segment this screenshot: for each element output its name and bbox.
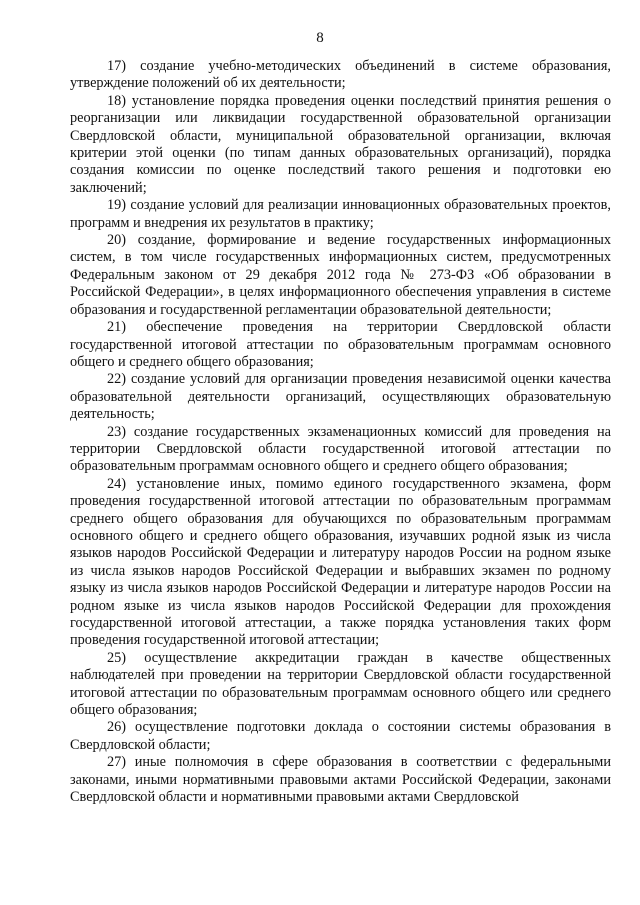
paragraph-item-26: 26) осуществление подготовки доклада о состоянии системы образования в Свердловской области; [70,719,611,753]
paragraph-item-19: 19) создание условий для реализации инновационных образовательных проектов, программ и внедрения их результатов в практику; [70,197,611,231]
paragraph-item-27: 27) иные полномочия в сфере образования в соответствии с федеральными законами, иными нормативными правовыми актами Российской Федерации, законами Свердловской области и нормативными правовыми актами Свердловской [70,754,611,806]
paragraph-item-17: 17) создание учебно-методических объединений в системе образования, утверждение положений об их деятельности; [70,58,611,92]
paragraph-item-21: 21) обеспечение проведения на территории Свердловской области государственной итоговой аттестации по образовательным программам основного общего и среднего общего образования; [70,319,611,370]
paragraph-item-24: 24) установление иных, помимо единого государственного экзамена, форм проведения государственной итоговой аттестации по образовательным программам среднего общего образования для обучающихся по образовательным программам основного общего и среднего общего образования, изучавших родной язык из числа языков народов Российской Федерации и литературу народов России на родном языке из числа языков народов Российской Федерации и выбравших экзамен по родному языку из числа языков народов Российской Федерации и литературе народов России на родном языке из числа языков народов Российской Федерации для прохождения государственной итоговой аттестации, а также порядка установления таких форм проведения государственной итоговой аттестации; [70,475,611,649]
paragraph-item-23: 23) создание государственных экзаменационных комиссий для проведения на территории Свердловской области государственной итоговой аттестации по образовательным программам основного общего и среднего общего образования; [70,423,611,475]
paragraph-item-25: 25) осуществление аккредитации граждан в качестве общественных наблюдателей при проведении на территории Свердловской области государственной итоговой аттестации по образовательным программам основного общего или среднего общего образования; [70,649,611,719]
paragraph-item-20: 20) создание, формирование и ведение государственных информационных систем, в том числе государственных информационных систем, предусмотренных Федеральным законом от 29 декабря 2012 года № 273-ФЗ «Об образовании в Российской Федерации», в целях информационного обеспечения управления в системе образования и государственной регламентации образовательной деятельности; [70,232,611,318]
document-body [70,58,611,806]
paragraph-item-22: 22) создание условий для организации проведения независимой оценки качества образовательной деятельности организаций, осуществляющих образовательную деятельность; [70,371,611,423]
page-number: 8 [316,30,324,46]
paragraph-item-18: 18) установление порядка проведения оценки последствий принятия решения о реорганизации или ликвидации государственной образовательной организации Свердловской области, муниципальной образовательной организации, включая критерии этой оценки (по типам данных образовательных организаций), порядка создания комиссии по оценке последствий такого решения и подготовки ею заключений; [70,92,611,196]
